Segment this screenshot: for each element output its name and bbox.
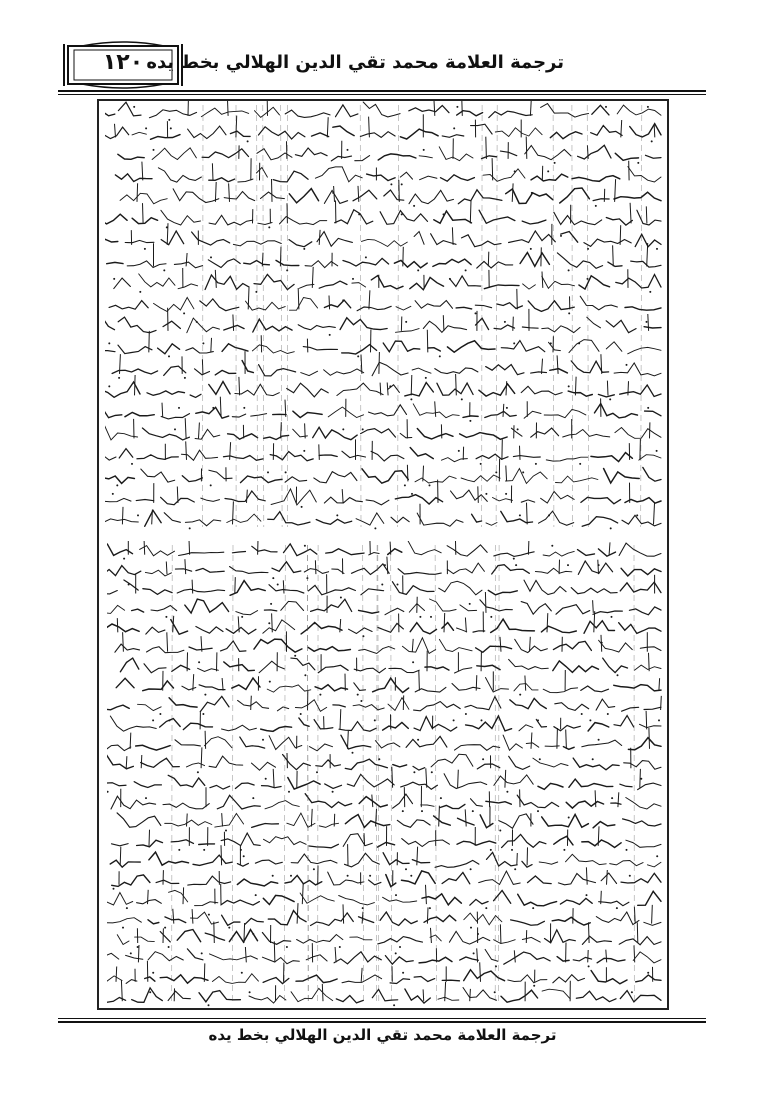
handwritten-line [105,114,661,142]
handwritten-line [105,330,661,358]
scan-streak [363,545,364,1003]
scan-streak [587,105,588,527]
handwritten-line [118,137,661,164]
handwritten-line [105,222,661,250]
handwritten-line [117,806,661,832]
scan-streak [172,545,173,1003]
handwritten-line [107,691,661,715]
header-rule [58,90,706,92]
handwriting-block-lower [107,541,665,1007]
handwritten-line [107,767,661,793]
handwritten-line [115,158,661,185]
handwritten-line [107,728,661,754]
scan-streak [499,545,500,1003]
handwritten-line [107,574,661,598]
handwritten-line [112,351,661,379]
handwritten-line [116,670,661,696]
handwritten-line [110,709,661,731]
handwritten-line [105,459,661,487]
handwritten-line [107,941,661,967]
handwritten-line [105,308,661,336]
scan-streak [378,545,379,1003]
scan-streak [391,545,392,1003]
handwritten-line [105,501,661,529]
handwritten-line [105,374,661,400]
scan-streak [572,105,573,527]
handwritten-line [105,101,661,121]
handwritten-line [105,480,661,508]
scan-streak [435,545,436,1003]
scan-streak [641,105,642,527]
handwritten-line [120,651,661,677]
handwritten-line [105,397,661,422]
handwritten-line [113,267,661,293]
page-number: ١٢٠ [102,50,144,75]
footer-rule-thin [58,1018,706,1019]
scan-streak [232,545,233,1003]
scan-streak [376,545,377,1003]
handwritten-line [120,179,661,207]
footer-rule [58,1021,706,1023]
handwriting-block-upper [105,101,665,531]
handwritten-line [105,418,661,440]
header-title: ترجمة العلامة محمد تقي الدين الهلالي بخط يده [146,52,564,73]
scan-streak [496,105,497,527]
handwritten-line [105,201,661,229]
scan-streak [284,545,285,1003]
manuscript-frame [97,99,669,1010]
handwritten-line [111,786,661,812]
handwritten-line [109,288,661,315]
handwritten-line [107,611,661,637]
handwritten-line [112,866,661,890]
handwritten-manuscript [99,101,667,1008]
handwritten-line [107,961,661,987]
handwritten-line [105,439,661,465]
handwritten-line [107,884,661,909]
handwritten-line [107,592,661,618]
handwritten-line [112,826,662,851]
scan-streak [307,545,308,1003]
handwritten-line [107,903,661,929]
scan-streak [360,105,361,527]
handwritten-line [107,747,661,773]
handwritten-line [107,243,661,271]
handwritten-line [107,980,661,1006]
scan-streak [263,105,264,527]
handwritten-line [107,557,661,580]
handwritten-line [115,631,661,656]
scan-streak [257,105,258,527]
header-rule-thin [58,94,706,95]
scan-streak [307,545,308,1003]
scan-streak [281,105,282,527]
page-header [58,40,704,92]
handwritten-line [107,541,661,560]
handwritten-line [117,922,661,948]
handwritten-line [110,844,661,870]
scan-streak [398,105,399,527]
scan-streak [553,105,554,527]
footer-title: ترجمة العلامة محمد تقي الدين الهلالي بخط يده [208,1026,557,1044]
